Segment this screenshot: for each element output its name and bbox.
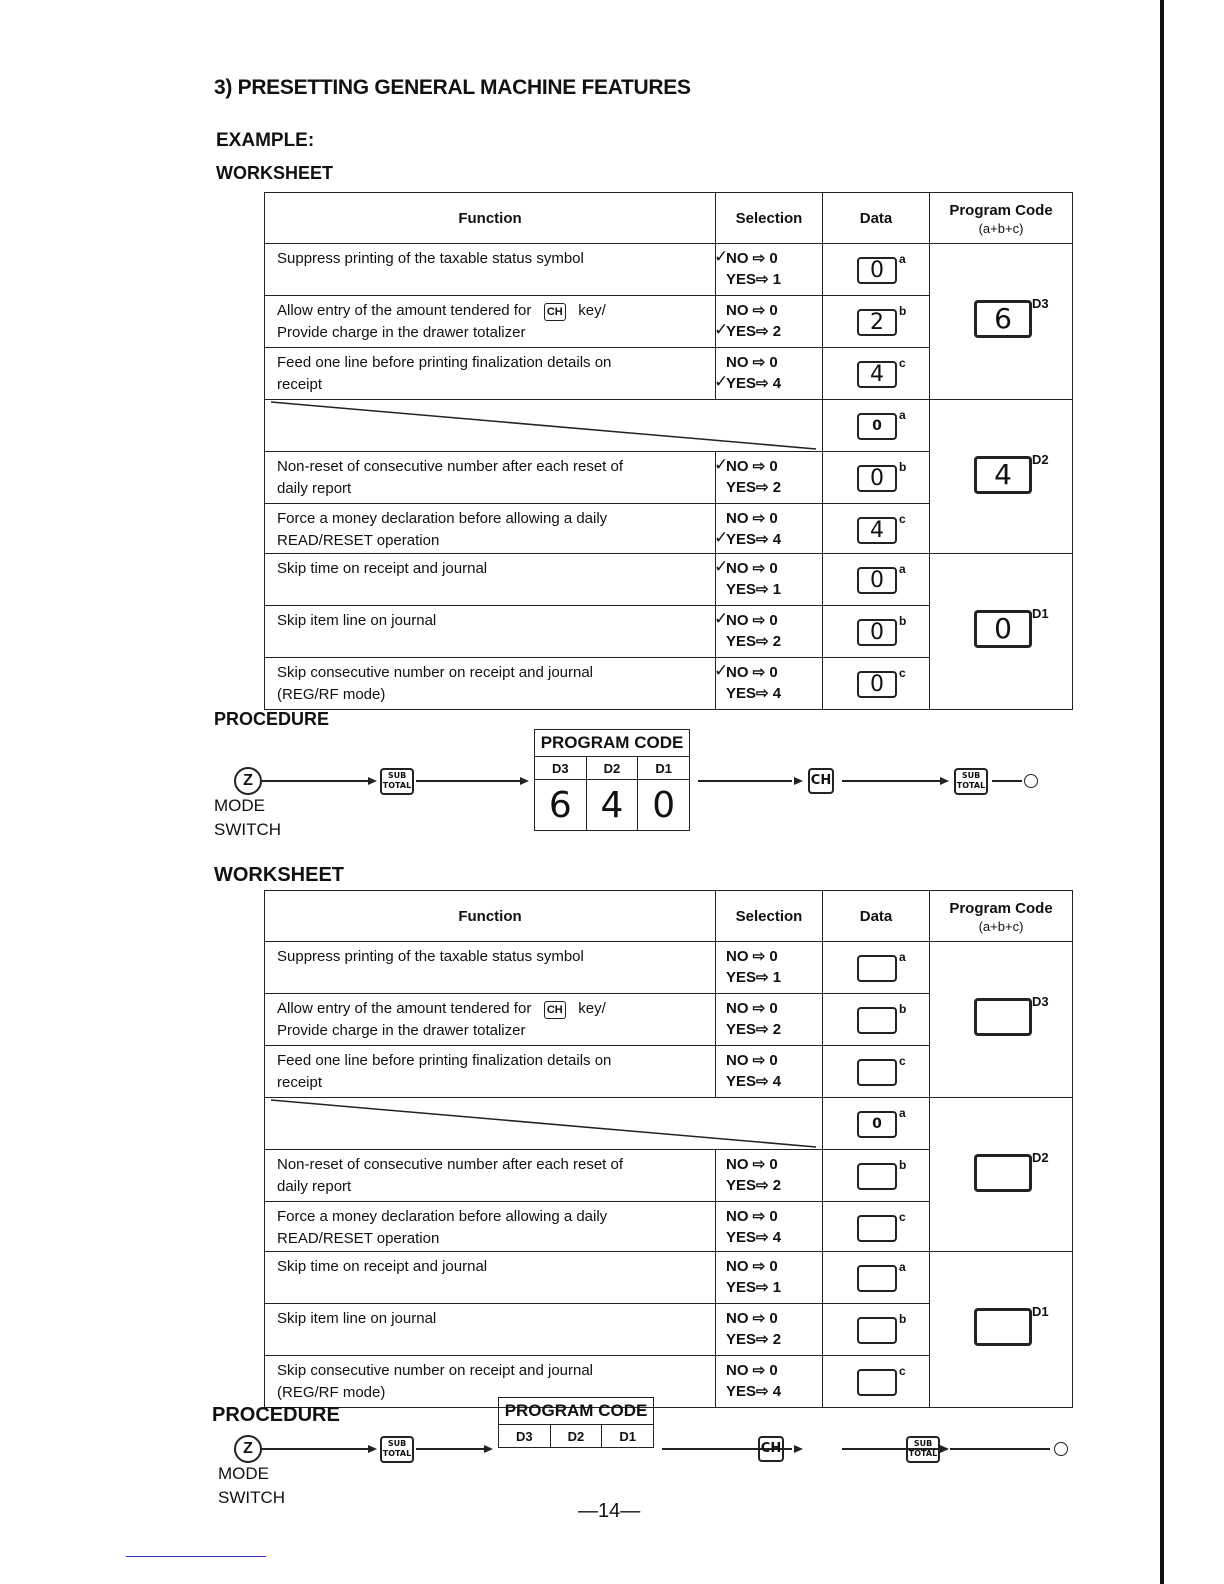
selection-no: NO ⇨ 0 xyxy=(726,1000,778,1017)
data-cell xyxy=(823,452,930,504)
function-cell xyxy=(265,1150,716,1202)
arrow-icon xyxy=(484,1445,493,1453)
selection-yes: YES⇨ 4 xyxy=(726,1229,782,1246)
data-cell xyxy=(823,296,930,348)
function-line-1: Suppress printing of the taxable status symbol xyxy=(277,250,584,267)
check-mark: ✓ xyxy=(714,247,729,266)
ch-key-icon: CH xyxy=(544,1001,566,1019)
data-cell xyxy=(823,244,930,296)
data-box: 0 xyxy=(857,619,897,646)
data-cell xyxy=(823,658,930,710)
table-row xyxy=(265,554,1073,606)
selection-cell xyxy=(716,348,823,400)
arrow-icon xyxy=(794,777,803,785)
selection-no: NO ⇨ 0 xyxy=(726,510,778,527)
data-letter: b xyxy=(899,614,907,628)
program-code-box: 6 xyxy=(974,300,1032,338)
data-cell xyxy=(823,1304,930,1356)
flow-line xyxy=(262,1448,370,1450)
blank-worksheet-table xyxy=(264,890,1073,1408)
data-box xyxy=(857,1007,897,1034)
program-code-digit-label: D2 xyxy=(1032,452,1049,467)
table-row xyxy=(265,1098,1073,1150)
data-box: 0 xyxy=(857,413,897,440)
diagonal-line xyxy=(265,1098,822,1149)
selection-cell xyxy=(716,994,823,1046)
data-letter: a xyxy=(899,562,906,576)
data-letter: b xyxy=(899,1312,907,1326)
data-cell xyxy=(823,554,930,606)
flow-line xyxy=(416,1448,484,1450)
function-line-2: (REG/RF mode) xyxy=(277,1384,386,1401)
selection-yes: YES⇨ 2 xyxy=(726,323,782,340)
selection-cell xyxy=(716,554,823,606)
data-box xyxy=(857,1163,897,1190)
data-box: 4 xyxy=(857,361,897,388)
selection-yes: YES⇨ 4 xyxy=(726,685,782,702)
function-text: Allow entry of the amount tendered for xyxy=(277,1000,532,1017)
function-line-2: Provide charge in the drawer totalizer xyxy=(277,1022,526,1039)
function-cell xyxy=(265,994,716,1046)
function-line-1: Skip item line on journal xyxy=(277,1310,437,1327)
flow-line xyxy=(262,780,370,782)
program-code-cell xyxy=(930,554,1073,710)
program-code-box xyxy=(974,1154,1032,1192)
selection-cell xyxy=(716,658,823,710)
check-mark: ✓ xyxy=(714,557,729,576)
table-row xyxy=(265,244,1073,296)
selection-yes: YES⇨ 2 xyxy=(726,1021,782,1038)
function-line-1: Force a money declaration before allowing a daily xyxy=(277,1208,608,1225)
function-cell xyxy=(265,606,716,658)
function-cell xyxy=(265,348,716,400)
function-text-after-key: key/ xyxy=(578,302,606,319)
subtotal-key[interactable]: SUB TOTAL xyxy=(380,1436,414,1463)
procedure-digit-label: D1 xyxy=(602,1425,654,1448)
function-text: Allow entry of the amount tendered for xyxy=(277,302,532,319)
arrow-icon xyxy=(940,777,949,785)
mode-label-line-1: MODE xyxy=(218,1464,269,1483)
data-letter: a xyxy=(899,950,906,964)
check-mark: ✓ xyxy=(714,609,729,628)
data-box: 0 xyxy=(857,671,897,698)
selection-yes: YES⇨ 4 xyxy=(726,375,782,392)
program-code-digit-label: D2 xyxy=(1032,1150,1049,1165)
selection-cell xyxy=(716,1304,823,1356)
program-code-box xyxy=(974,1308,1032,1346)
header-program-code xyxy=(930,891,1073,942)
selection-no: NO ⇨ 0 xyxy=(726,612,778,629)
program-code-digit-label: D3 xyxy=(1032,994,1049,1009)
data-letter: c xyxy=(899,1364,906,1378)
selection-yes: YES⇨ 1 xyxy=(726,1279,782,1296)
program-code-box xyxy=(974,998,1032,1036)
program-code-cell xyxy=(930,244,1073,400)
data-box xyxy=(857,1369,897,1396)
page-number: —14— xyxy=(578,1500,641,1522)
diagonal-line xyxy=(265,400,822,451)
function-line-2: receipt xyxy=(277,376,323,393)
mode-switch-z-icon[interactable]: Z xyxy=(234,767,262,795)
selection-cell xyxy=(716,606,823,658)
function-line-1: Force a money declaration before allowing a daily xyxy=(277,510,608,527)
function-line-1: Non-reset of consecutive number after each reset of xyxy=(277,1156,624,1173)
header-data: Data xyxy=(823,891,930,942)
worksheet-label-blank: WORKSHEET xyxy=(214,864,344,886)
data-box xyxy=(857,1265,897,1292)
selection-cell xyxy=(716,1252,823,1304)
selection-no: NO ⇨ 0 xyxy=(726,664,778,681)
mode-switch-z-icon[interactable]: Z xyxy=(234,1435,262,1463)
section-title: 3) PRESETTING GENERAL MACHINE FEATURES xyxy=(214,76,691,99)
function-line-1: Suppress printing of the taxable status symbol xyxy=(277,948,584,965)
data-cell xyxy=(823,942,930,994)
flow-line xyxy=(950,1448,1050,1450)
selection-no: NO ⇨ 0 xyxy=(726,948,778,965)
function-line-2: READ/RESET operation xyxy=(277,1230,440,1247)
data-cell xyxy=(823,504,930,554)
program-code-subtitle: (a+b+c) xyxy=(978,220,1024,236)
function-line-1 xyxy=(277,300,705,322)
selection-no: NO ⇨ 0 xyxy=(726,1052,778,1069)
table-row xyxy=(265,1252,1073,1304)
worksheet-label-example: WORKSHEET xyxy=(216,163,333,183)
mode-switch-label xyxy=(218,1462,285,1510)
data-cell xyxy=(823,1356,930,1408)
data-box: 0 xyxy=(857,465,897,492)
arrow-icon xyxy=(520,777,529,785)
check-mark: ✓ xyxy=(714,320,729,339)
selection-no: NO ⇨ 0 xyxy=(726,1362,778,1379)
selection-yes: YES⇨ 2 xyxy=(726,633,782,650)
subtotal-key[interactable]: SUB TOTAL xyxy=(954,768,988,795)
function-cell xyxy=(265,1202,716,1252)
procedure-digit-value: 6 xyxy=(535,780,587,831)
selection-yes: YES⇨ 2 xyxy=(726,1177,782,1194)
selection-yes: YES⇨ 2 xyxy=(726,479,782,496)
program-code-subtitle: (a+b+c) xyxy=(978,918,1024,934)
header-function: Function xyxy=(265,193,716,244)
data-cell xyxy=(823,1098,930,1150)
data-letter: a xyxy=(899,252,906,266)
function-line-1: Skip time on receipt and journal xyxy=(277,560,488,577)
data-letter: a xyxy=(899,408,906,422)
data-box: 4 xyxy=(857,517,897,544)
selection-cell xyxy=(716,244,823,296)
selection-cell xyxy=(716,1150,823,1202)
selection-cell xyxy=(716,1046,823,1098)
data-letter: c xyxy=(899,512,906,526)
blank-diagonal-cell xyxy=(265,1098,823,1150)
selection-yes: YES⇨ 1 xyxy=(726,581,782,598)
data-cell xyxy=(823,1150,930,1202)
procedure-digit-label: D2 xyxy=(586,757,638,780)
example-label: EXAMPLE: xyxy=(216,130,315,151)
data-cell xyxy=(823,1202,930,1252)
data-letter: b xyxy=(899,1158,907,1172)
selection-cell xyxy=(716,452,823,504)
selection-yes: YES⇨ 1 xyxy=(726,271,782,288)
data-cell xyxy=(823,606,930,658)
data-letter: c xyxy=(899,1210,906,1224)
data-box xyxy=(857,1317,897,1344)
procedure-program-code-title: PROGRAM CODE xyxy=(535,730,690,757)
function-cell xyxy=(265,554,716,606)
header-data: Data xyxy=(823,193,930,244)
data-cell xyxy=(823,400,930,452)
table-row xyxy=(265,400,1073,452)
data-box: 2 xyxy=(857,309,897,336)
selection-cell xyxy=(716,942,823,994)
selection-no: NO ⇨ 0 xyxy=(726,458,778,475)
check-mark: ✓ xyxy=(714,661,729,680)
program-code-cell xyxy=(930,400,1073,554)
function-line-2: (REG/RF mode) xyxy=(277,686,386,703)
flow-line xyxy=(698,780,792,782)
data-box: 0 xyxy=(857,567,897,594)
selection-yes: YES⇨ 4 xyxy=(726,531,782,548)
header-selection: Selection xyxy=(716,891,823,942)
procedure-program-code-table xyxy=(534,729,690,831)
procedure-digit-value: 4 xyxy=(586,780,638,831)
function-line-2: Provide charge in the drawer totalizer xyxy=(277,324,526,341)
selection-no: NO ⇨ 0 xyxy=(726,1310,778,1327)
check-mark: ✓ xyxy=(714,455,729,474)
data-letter: a xyxy=(899,1260,906,1274)
program-code-box: 4 xyxy=(974,456,1032,494)
blank-diagonal-cell xyxy=(265,400,823,452)
procedure-label-example: PROCEDURE xyxy=(214,709,330,729)
function-line-1: Skip item line on journal xyxy=(277,612,437,629)
function-line-1: Non-reset of consecutive number after each reset of xyxy=(277,458,624,475)
data-letter: b xyxy=(899,304,907,318)
function-cell xyxy=(265,452,716,504)
selection-no: NO ⇨ 0 xyxy=(726,1258,778,1275)
flow-line xyxy=(992,780,1022,782)
ch-key[interactable]: CH xyxy=(758,1436,784,1462)
arrow-icon xyxy=(368,1445,377,1453)
arrow-icon xyxy=(368,777,377,785)
arrow-icon xyxy=(794,1445,803,1453)
program-code-title: Program Code xyxy=(949,899,1053,917)
selection-cell xyxy=(716,504,823,554)
program-code-digit-label: D1 xyxy=(1032,1304,1049,1319)
program-code-cell xyxy=(930,1098,1073,1252)
selection-yes: YES⇨ 2 xyxy=(726,1331,782,1348)
selection-no: NO ⇨ 0 xyxy=(726,302,778,319)
data-cell xyxy=(823,1046,930,1098)
function-cell xyxy=(265,504,716,554)
program-code-title: Program Code xyxy=(949,201,1053,219)
header-program-code xyxy=(930,193,1073,244)
procedure-program-code-table xyxy=(498,1397,654,1448)
function-line-2: receipt xyxy=(277,1074,323,1091)
bottom-rule xyxy=(126,1556,266,1557)
data-cell xyxy=(823,1252,930,1304)
program-code-digit-label: D1 xyxy=(1032,606,1049,621)
procedure-digit-label: D3 xyxy=(499,1425,551,1448)
program-code-digit-label: D3 xyxy=(1032,296,1049,311)
mode-label-line-1: MODE xyxy=(214,796,265,815)
function-text-after-key: key/ xyxy=(578,1000,606,1017)
function-cell xyxy=(265,658,716,710)
procedure-program-code-title: PROGRAM CODE xyxy=(499,1398,654,1425)
data-cell xyxy=(823,994,930,1046)
check-mark: ✓ xyxy=(714,372,729,391)
ch-key[interactable]: CH xyxy=(808,768,834,794)
selection-no: NO ⇨ 0 xyxy=(726,1208,778,1225)
procedure-label-blank: PROCEDURE xyxy=(212,1404,340,1426)
end-circle-icon xyxy=(1024,774,1038,788)
selection-yes: YES⇨ 4 xyxy=(726,1073,782,1090)
mode-switch-label xyxy=(214,794,281,842)
data-letter: b xyxy=(899,1002,907,1016)
selection-yes: YES⇨ 4 xyxy=(726,1383,782,1400)
selection-yes: YES⇨ 1 xyxy=(726,969,782,986)
data-letter: a xyxy=(899,1106,906,1120)
procedure-digit-label: D1 xyxy=(638,757,690,780)
function-line-1: Feed one line before printing finalization details on xyxy=(277,1052,612,1069)
subtotal-key[interactable]: SUB TOTAL xyxy=(906,1436,940,1463)
program-code-cell xyxy=(930,942,1073,1098)
function-line-2: daily report xyxy=(277,480,352,497)
function-line-2: daily report xyxy=(277,1178,352,1195)
subtotal-key[interactable]: SUB TOTAL xyxy=(380,768,414,795)
selection-cell xyxy=(716,296,823,348)
data-letter: c xyxy=(899,356,906,370)
selection-no: NO ⇨ 0 xyxy=(726,250,778,267)
mode-label-line-2: SWITCH xyxy=(214,820,282,839)
function-cell xyxy=(265,1046,716,1098)
program-code-box: 0 xyxy=(974,610,1032,648)
function-cell xyxy=(265,1252,716,1304)
selection-cell xyxy=(716,1356,823,1408)
check-mark: ✓ xyxy=(714,528,729,547)
function-line-1: Feed one line before printing finalization details on xyxy=(277,354,612,371)
function-cell xyxy=(265,1304,716,1356)
selection-no: NO ⇨ 0 xyxy=(726,354,778,371)
flow-line xyxy=(842,780,942,782)
flow-line xyxy=(416,780,520,782)
function-cell xyxy=(265,296,716,348)
ch-key-icon: CH xyxy=(544,303,566,321)
page-right-border xyxy=(1160,0,1164,1584)
function-cell xyxy=(265,942,716,994)
arrow-icon xyxy=(940,1445,949,1453)
function-line-1: Skip consecutive number on receipt and journal xyxy=(277,664,594,681)
data-box xyxy=(857,955,897,982)
program-code-cell xyxy=(930,1252,1073,1408)
table-row xyxy=(265,942,1073,994)
end-circle-icon xyxy=(1054,1442,1068,1456)
example-worksheet-table xyxy=(264,192,1073,710)
function-cell xyxy=(265,244,716,296)
data-letter: c xyxy=(899,666,906,680)
data-box: 0 xyxy=(857,1111,897,1138)
data-box xyxy=(857,1059,897,1086)
selection-cell xyxy=(716,1202,823,1252)
data-cell xyxy=(823,348,930,400)
data-box xyxy=(857,1215,897,1242)
mode-label-line-2: SWITCH xyxy=(218,1488,286,1507)
data-box: 0 xyxy=(857,257,897,284)
header-function: Function xyxy=(265,891,716,942)
function-line-1 xyxy=(277,998,705,1020)
procedure-digit-value: 0 xyxy=(638,780,690,831)
selection-no: NO ⇨ 0 xyxy=(726,560,778,577)
function-line-2: READ/RESET operation xyxy=(277,532,440,549)
function-line-1: Skip consecutive number on receipt and journal xyxy=(277,1362,594,1379)
procedure-digit-label: D2 xyxy=(550,1425,602,1448)
header-selection: Selection xyxy=(716,193,823,244)
selection-no: NO ⇨ 0 xyxy=(726,1156,778,1173)
data-letter: b xyxy=(899,460,907,474)
function-line-1: Skip time on receipt and journal xyxy=(277,1258,488,1275)
procedure-digit-label: D3 xyxy=(535,757,587,780)
data-letter: c xyxy=(899,1054,906,1068)
